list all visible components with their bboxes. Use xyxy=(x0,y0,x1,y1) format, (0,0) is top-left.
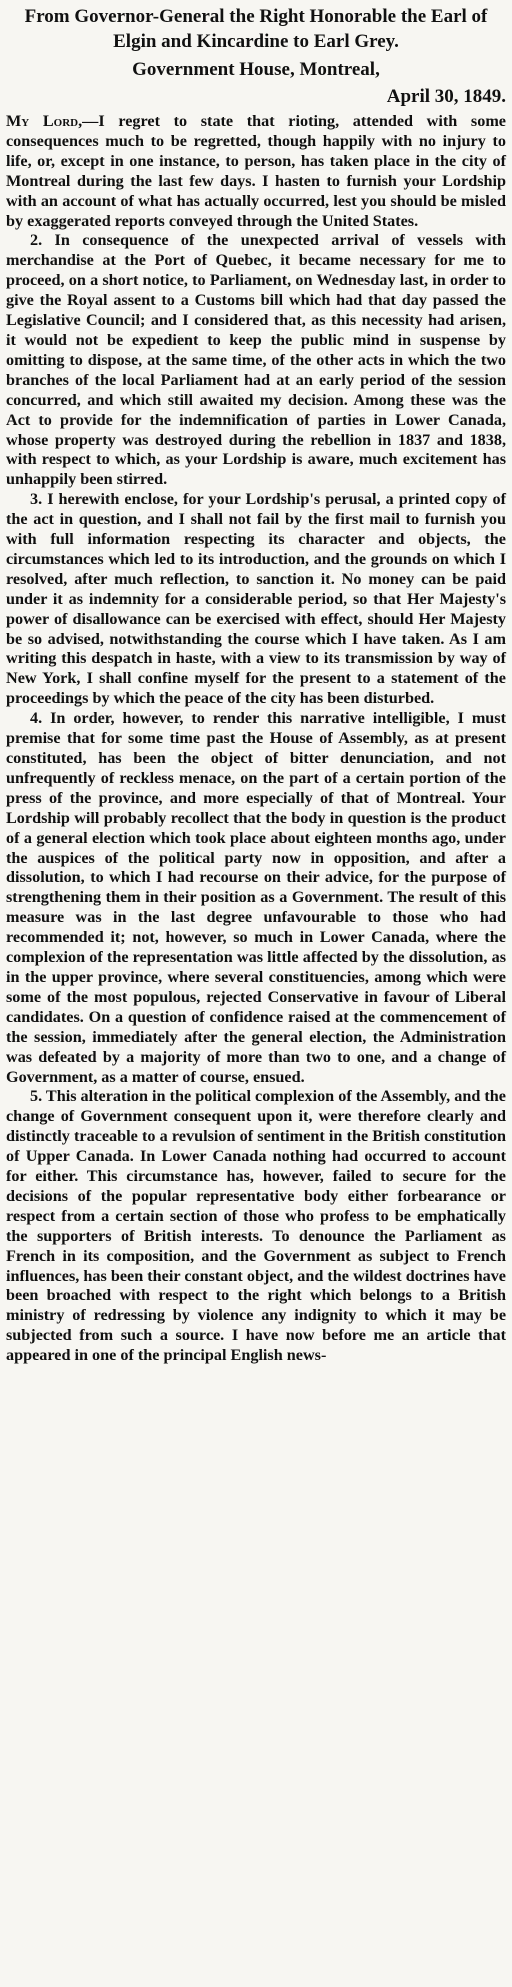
letter-heading: From Governor-General the Right Honorable the Earl of Elgin and Kincardine to Earl Grey. xyxy=(24,6,488,52)
paragraph-3: 3. I herewith enclose, for your Lordship's perusal, a printed copy of the act in question, and I shall not fail by the first mail to furnish you with full information respecting its character and objects, the circumstances which led to its introduction, and the grounds on which I resolved, after much reflection, to sanction it. No money can be paid under it as indemnity for a considerable period, so that Her Majesty's power of disallowance can be exercised with effect, should Her Majesty be so advised, notwithstanding the course which I have taken. As I am writing this despatch in haste, with a view to its transmission by way of New York, I shall confine myself for the present to a statement of the proceedings by which the peace of the city has been disturbed. xyxy=(6,490,506,708)
salutation: My Lord, xyxy=(6,112,83,130)
paragraph-2: 2. In consequence of the unexpected arrival of vessels with merchandise at the Port of Quebec, it became necessary for me to proceed, on a short notice, to Parliament, on Wednesday last, in order to give the Royal assent to a Customs bill which had that day passed the Legislative Council; and I considered that, as this necessity had arisen, it would not be expedient to keep the public mind in suspense by omitting to dispose, at the same time, of the other acts in which the two branches of the local Parliament had at an early period of the session concurred, and which still awaited my decision. Among these was the Act to provide for the indemnification of parties in Lower Canada, whose property was destroyed during the rebellion in 1837 and 1838, with respect to which, as your Lordship is aware, much excitement has unhappily been stirred. xyxy=(6,231,506,489)
paragraph-5: 5. This alteration in the political complexion of the Assembly, and the change of Government consequent upon it, were therefore clearly and distinctly traceable to a revulsion of sentiment in the British constitution of Upper Canada. In Lower Canada nothing had occurred to account for either. This circumstance has, however, failed to secure for the decisions of the popular representative body either forbearance or respect from a certain section of those who profess to be emphatically the supporters of British interests. To denounce the Parliament as French in its composition, and the Government as subject to French influences, has been their constant object, and the wildest doctrines have been broached with respect to the right which belongs to a British ministry of redressing by violence any indignity to which it may be subjected from such a source. I have now before me an article that appeared in one of the principal English news- xyxy=(6,1087,506,1365)
letter-date: April 30, 1849. xyxy=(386,86,506,107)
paragraph-4: 4. In order, however, to render this narrative intelligible, I must premise that for some time past the House of Assembly, as at present constituted, has been the object of bitter denunciation, and not unfrequently of reckless menace, on the part of a certain portion of the press of the province, and more especially of that of Montreal. Your Lordship will probably recollect that the body in question is the product of a general election which took place about eighteen months ago, under the auspices of the political party now in opposition, and after a dissolution, to which I had recourse on their advice, for the purpose of strengthening them in their position as a Government. The result of this measure was in the last degree unfavourable to those who had recommended it; not, however, so much in Lower Canada, where the complexion of the representation was little affected by the dissolution, as in the upper province, where several constituencies, among which were some of the most populous, rejected Conservative in favour of Liberal candidates. On a question of confidence raised at the commencement of the session, immediately after the general election, the Administration was defeated by a majority of more than two to one, and a change of Government, as a matter of course, ensued. xyxy=(6,709,506,1086)
letter-place: Government House, Montreal, xyxy=(132,59,380,80)
paragraph-1-text: —I regret to state that rioting, attended with some consequences much to be regretted, though happily with no injury to life, or, except in one instance, to person, has taken place in the city of Montreal during the last few days. I hasten to furnish your Lordship with an account of what has actually occurred, lest you should be misled by exaggerated reports conveyed through the United States. xyxy=(6,112,506,230)
paragraph-1 xyxy=(6,112,506,231)
